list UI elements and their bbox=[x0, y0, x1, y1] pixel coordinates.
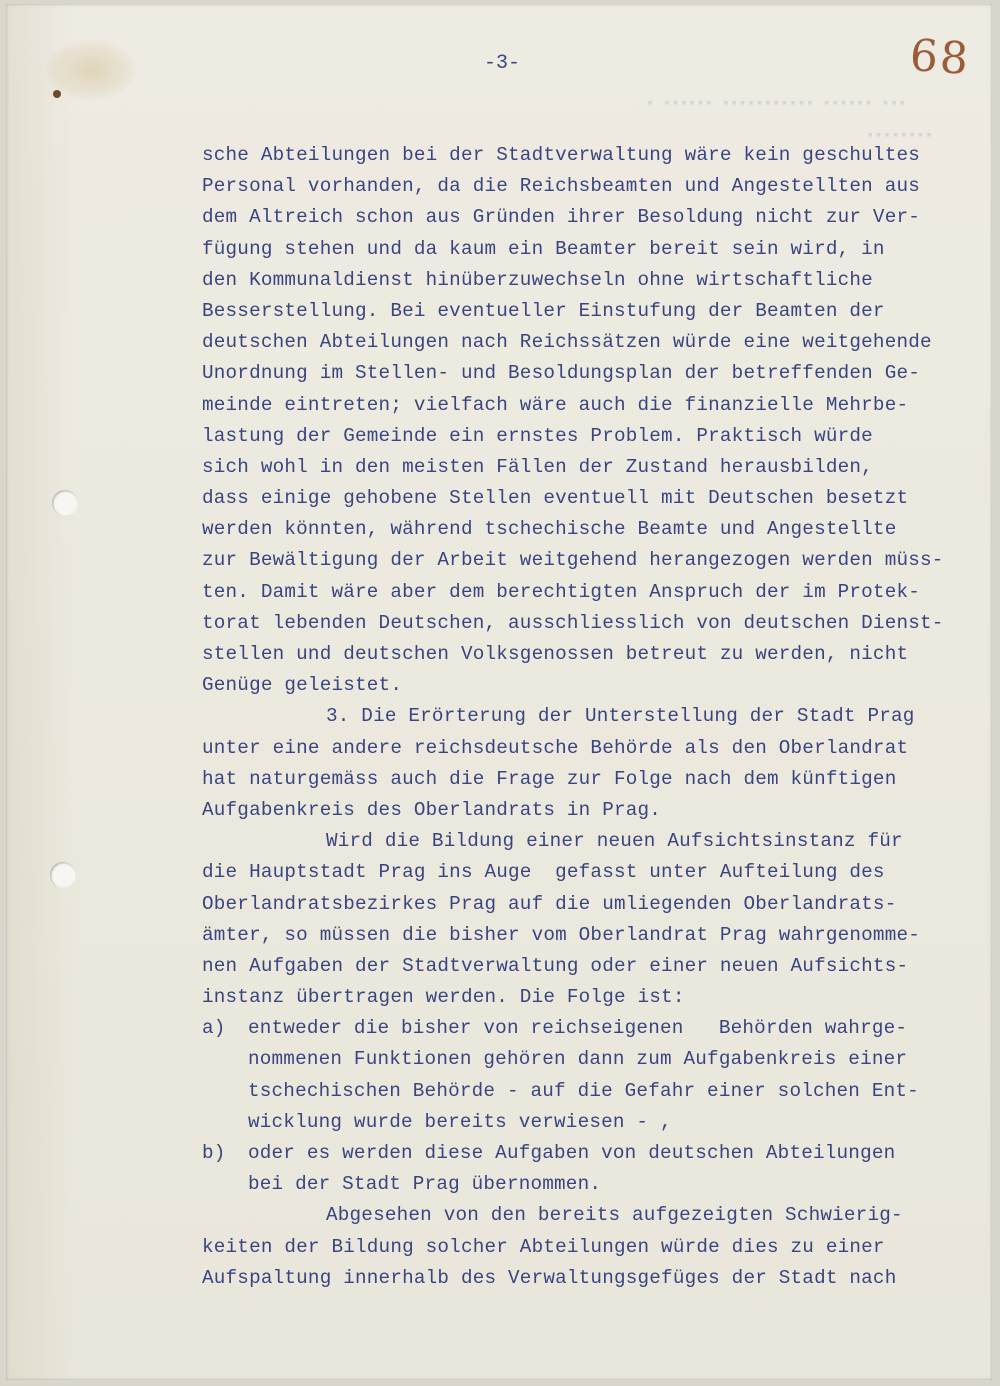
document-sheet bbox=[6, 4, 992, 1380]
text-line: den Kommunaldienst hinüberzuwechseln ohne wirtschaftliche bbox=[202, 268, 873, 291]
text-line: hat naturgemäss auch die Frage zur Folge nach dem künftigen bbox=[202, 767, 897, 790]
list-line bbox=[202, 1013, 972, 1044]
text-line: ten. Damit wäre aber dem berechtigten Anspruch der im Protek- bbox=[202, 580, 921, 603]
staple-hole bbox=[53, 90, 61, 98]
paragraph-point-3 bbox=[202, 701, 972, 826]
text-line: Personal vorhanden, da die Reichsbeamten und Angestellten aus bbox=[202, 175, 921, 198]
paragraph bbox=[202, 1200, 972, 1294]
paragraph bbox=[202, 826, 972, 1013]
text-line: keiten der Bildung solcher Abteilungen würde dies zu einer bbox=[202, 1235, 885, 1258]
text-line: oder es werden diese Aufgaben von deutschen Abteilungen bbox=[248, 1142, 896, 1164]
list bbox=[202, 1013, 972, 1200]
text-line: tschechischen Behörde - auf die Gefahr einer solchen Ent- bbox=[248, 1079, 919, 1102]
text-line: stellen und deutschen Volksgenossen betreut zu werden, nicht bbox=[202, 643, 909, 665]
list-line bbox=[202, 1138, 972, 1169]
text-line: deutschen Abteilungen nach Reichssätzen würde eine weitgehende bbox=[202, 331, 932, 354]
text-line: lastung der Gemeinde ein ernstes Problem. Praktisch würde bbox=[202, 424, 873, 447]
text-line: entweder die bisher von reichseigenen Behörden wahrge- bbox=[248, 1017, 908, 1040]
text-line: zur Bewältigung der Arbeit weitgehend herangezogen werden müss- bbox=[202, 549, 944, 572]
punch-hole-lower bbox=[50, 862, 76, 888]
text-line: instanz übertragen werden. Die Folge ist: bbox=[202, 986, 685, 1009]
text-line: torat lebenden Deutschen, ausschliesslich von deutschen Dienst- bbox=[202, 611, 944, 634]
handwritten-folio-number: 68 bbox=[908, 29, 972, 86]
text-line: wicklung wurde bereits verwiesen - , bbox=[248, 1110, 672, 1133]
text-line: unter eine andere reichsdeutsche Behörde als den Oberlandrat bbox=[202, 736, 909, 759]
show-through-text: ▪▪▪▪▪▪▪▪ bbox=[866, 128, 934, 144]
text-line: sich wohl in den meisten Fällen der Zustand herausbilden, bbox=[202, 455, 873, 478]
show-through-text: ▪ ▪▪▪▪▪▪ ▪▪▪▪▪▪▪▪▪▪▪ ▪▪▪▪▪▪ ▪▪▪ bbox=[646, 96, 907, 112]
text-line: Aufgabenkreis des Oberlandrats in Prag. bbox=[202, 798, 662, 821]
list-item-a bbox=[202, 1013, 972, 1138]
text-line: Aufspaltung innerhalb des Verwaltungsgefüges der Stadt nach bbox=[202, 1266, 897, 1289]
text-line: Wird die Bildung einer neuen Aufsichtsinstanz für bbox=[326, 830, 903, 853]
typewritten-body bbox=[202, 140, 972, 1294]
text-line: bei der Stadt Prag übernommen. bbox=[248, 1173, 602, 1196]
text-line: Oberlandratsbezirkes Prag auf die umliegenden Oberlandrats- bbox=[202, 892, 897, 915]
list-marker: a) bbox=[202, 1017, 226, 1040]
list-item-b bbox=[202, 1138, 972, 1200]
text-line: nommenen Funktionen gehören dann zum Aufgabenkreis einer bbox=[248, 1048, 908, 1071]
text-line: sche Abteilungen bei der Stadtverwaltung wäre kein geschultes bbox=[202, 144, 921, 166]
text-line: nen Aufgaben der Stadtverwaltung oder einer neuen Aufsichts- bbox=[202, 954, 909, 977]
text-line: ämter, so müssen die bisher vom Oberlandrat Prag wahrgenomme- bbox=[202, 923, 921, 946]
text-line: werden könnten, während tschechische Beamte und Angestellte bbox=[202, 518, 897, 541]
punch-hole-upper bbox=[52, 490, 78, 516]
text-line: die Hauptstadt Prag ins Auge gefasst unter Aufteilung des bbox=[202, 861, 885, 884]
text-line: dem Altreich schon aus Gründen ihrer Besoldung nicht zur Ver- bbox=[202, 206, 921, 229]
text-line: Unordnung im Stellen- und Besoldungsplan der betreffenden Ge- bbox=[202, 362, 921, 385]
paragraph bbox=[202, 140, 972, 701]
text-line: dass einige gehobene Stellen eventuell mit Deutschen besetzt bbox=[202, 487, 909, 510]
list-marker: b) bbox=[202, 1142, 226, 1164]
text-line: Abgesehen von den bereits aufgezeigten Schwierig- bbox=[326, 1204, 903, 1227]
text-line: Besserstellung. Bei eventueller Einstufung der Beamten der bbox=[202, 299, 885, 322]
page-number: -3- bbox=[484, 52, 521, 75]
text-line: meinde eintreten; vielfach wäre auch die finanzielle Mehrbe- bbox=[202, 393, 909, 416]
text-line: Genüge geleistet. bbox=[202, 674, 403, 697]
text-line: fügung stehen und da kaum ein Beamter bereit sein wird, in bbox=[202, 237, 885, 260]
text-line: 3. Die Erörterung der Unterstellung der Stadt Prag bbox=[326, 705, 915, 728]
